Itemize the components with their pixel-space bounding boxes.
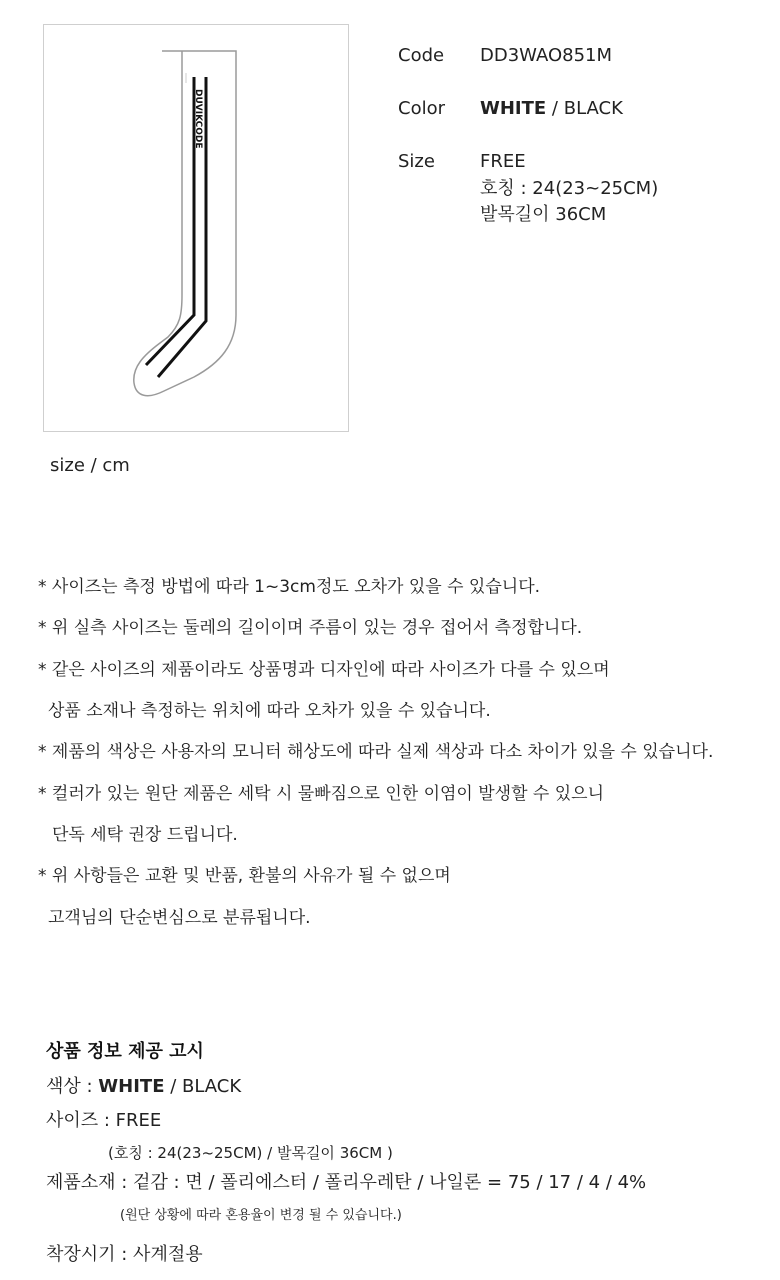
product-info-title: 상품 정보 제공 고시 xyxy=(46,1041,204,1062)
product-info-season: 착장시기 : 사계절용 xyxy=(46,1244,203,1265)
note-line: * 위 실측 사이즈는 둘레의 길이이며 주름이 있는 경우 접어서 측정합니다. xyxy=(38,618,583,638)
note-line: * 컬러가 있는 원단 제품은 세탁 시 물빠짐으로 인한 이염이 발생할 수 있으니 xyxy=(38,784,605,804)
product-info-color-primary: WHITE xyxy=(98,1076,165,1097)
size-hoching: 호칭 : 24(23~25CM) xyxy=(480,178,659,199)
note-line: 단독 세탁 권장 드립니다. xyxy=(52,825,238,845)
note-line: * 제품의 색상은 사용자의 모니터 해상도에 따라 실제 색상과 다소 차이가 있을 수 있습니다. xyxy=(38,742,714,762)
product-info-material-note: (원단 상황에 따라 혼용율이 변경 될 수 있습니다.) xyxy=(120,1208,402,1223)
size-ankle: 발목길이 36CM xyxy=(480,204,607,225)
note-line: 상품 소재나 측정하는 위치에 따라 오차가 있을 수 있습니다. xyxy=(48,701,491,721)
note-line: * 위 사항들은 교환 및 반품, 환불의 사유가 될 수 없으며 xyxy=(38,866,451,886)
product-info-size-detail: (호칭 : 24(23~25CM) / 발목길이 36CM ) xyxy=(108,1144,393,1162)
product-info-color xyxy=(46,1072,241,1098)
code-value: DD3WAO851M xyxy=(480,45,613,66)
note-line: 고객님의 단순변심으로 분류됩니다. xyxy=(48,908,311,928)
sock-illustration xyxy=(44,25,350,433)
note-line: * 사이즈는 측정 방법에 따라 1~3cm정도 오차가 있을 수 있습니다. xyxy=(38,577,541,597)
product-image xyxy=(43,24,349,432)
size-value: FREE xyxy=(480,151,526,172)
product-info-color-separator: / xyxy=(164,1076,183,1097)
product-info-color-secondary: BLACK xyxy=(182,1076,242,1097)
product-info-color-label: 색상 : xyxy=(46,1076,99,1097)
color-secondary: BLACK xyxy=(563,98,623,119)
color-value xyxy=(480,96,623,122)
product-info-size: 사이즈 : FREE xyxy=(46,1110,162,1131)
size-label: Size xyxy=(398,151,435,172)
code-label: Code xyxy=(398,45,445,66)
note-line: * 같은 사이즈의 제품이라도 상품명과 디자인에 따라 사이즈가 다를 수 있으며 xyxy=(38,660,610,680)
color-primary: WHITE xyxy=(480,98,547,119)
color-label: Color xyxy=(398,98,445,119)
sock-logo-text: DUVIKCODE xyxy=(193,89,203,149)
size-unit-caption: size / cm xyxy=(50,455,130,476)
product-info-material: 제품소재 : 겉감 : 면 / 폴리에스터 / 폴리우레탄 / 나일론 = 75 / 17 / 4 / 4% xyxy=(46,1172,647,1193)
color-separator: / xyxy=(546,98,564,119)
